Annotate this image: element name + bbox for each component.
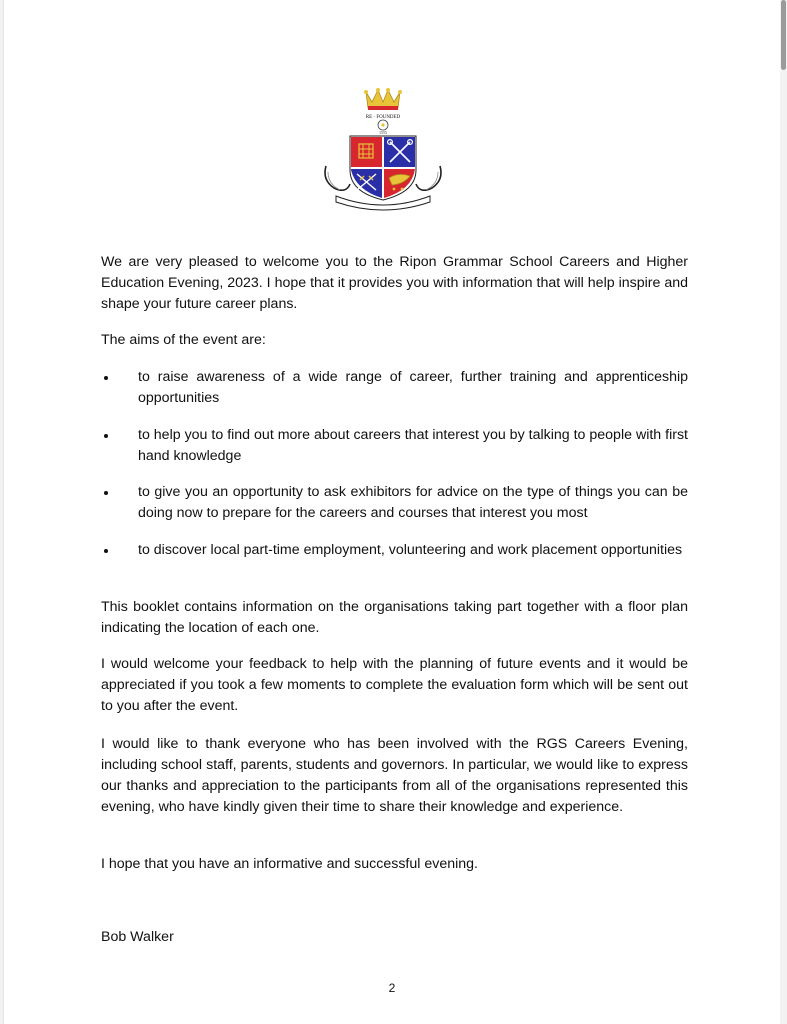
page-number: 2 [388,981,396,995]
aim-text: to raise awareness of a wide range of career, further training and apprenticeship opportunities [138,369,688,406]
aims-heading: The aims of the event are: [101,332,266,348]
list-item [101,367,688,409]
bullet-icon [104,491,108,495]
list-item [101,425,688,467]
list-item [101,540,688,561]
svg-text:RE · FOUNDED: RE · FOUNDED [365,115,401,120]
closing-paragraph: I hope that you have an informative and successful evening. [101,856,478,872]
booklet-paragraph: This booklet contains information on the organisations taking part together with a floor plan indicating the location of each one. [101,599,688,636]
aim-text: to give you an opportunity to ask exhibitors for advice on the type of things you can be doing now to prepare for the careers and courses that interest you most [138,484,688,522]
bullet-icon [104,549,108,553]
scrollbar-thumb[interactable] [781,0,786,70]
document-page [4,0,780,1024]
feedback-paragraph: I would welcome your feedback to help with the planning of future events and it would be appreciated if you took a few moments to complete the evaluation form which will be sent out to you after the event. [101,656,688,714]
scrollbar[interactable] [780,0,787,1024]
signature: Bob Walker [101,929,174,945]
bullet-icon [104,376,108,380]
list-item [101,482,688,524]
svg-text:1555: 1555 [379,130,387,135]
thanks-paragraph: I would like to thank everyone who has been involved with the RGS Careers Evening, including school staff, parents, students and governors. In particular, we would like to express our thanks and appreciation to the participants from all of the organisations represented this evening, who have kindly given their time to share their knowledge and experience. [101,736,688,815]
welcome-paragraph: We are very pleased to welcome you to the Ripon Grammar School Careers and Higher Education Evening, 2023. I hope that it provides you with information that will help inspire and shape your future career plans. [101,254,688,312]
bullet-icon [104,434,108,438]
school-crest-icon [316,84,450,214]
aim-text: to help you to find out more about careers that interest you by talking to people with first hand knowledge [138,426,688,464]
aims-list [101,367,688,577]
shield-icon [350,136,416,200]
crown-icon [364,88,402,110]
aim-text: to discover local part-time employment, volunteering and work placement opportunities [138,542,683,559]
